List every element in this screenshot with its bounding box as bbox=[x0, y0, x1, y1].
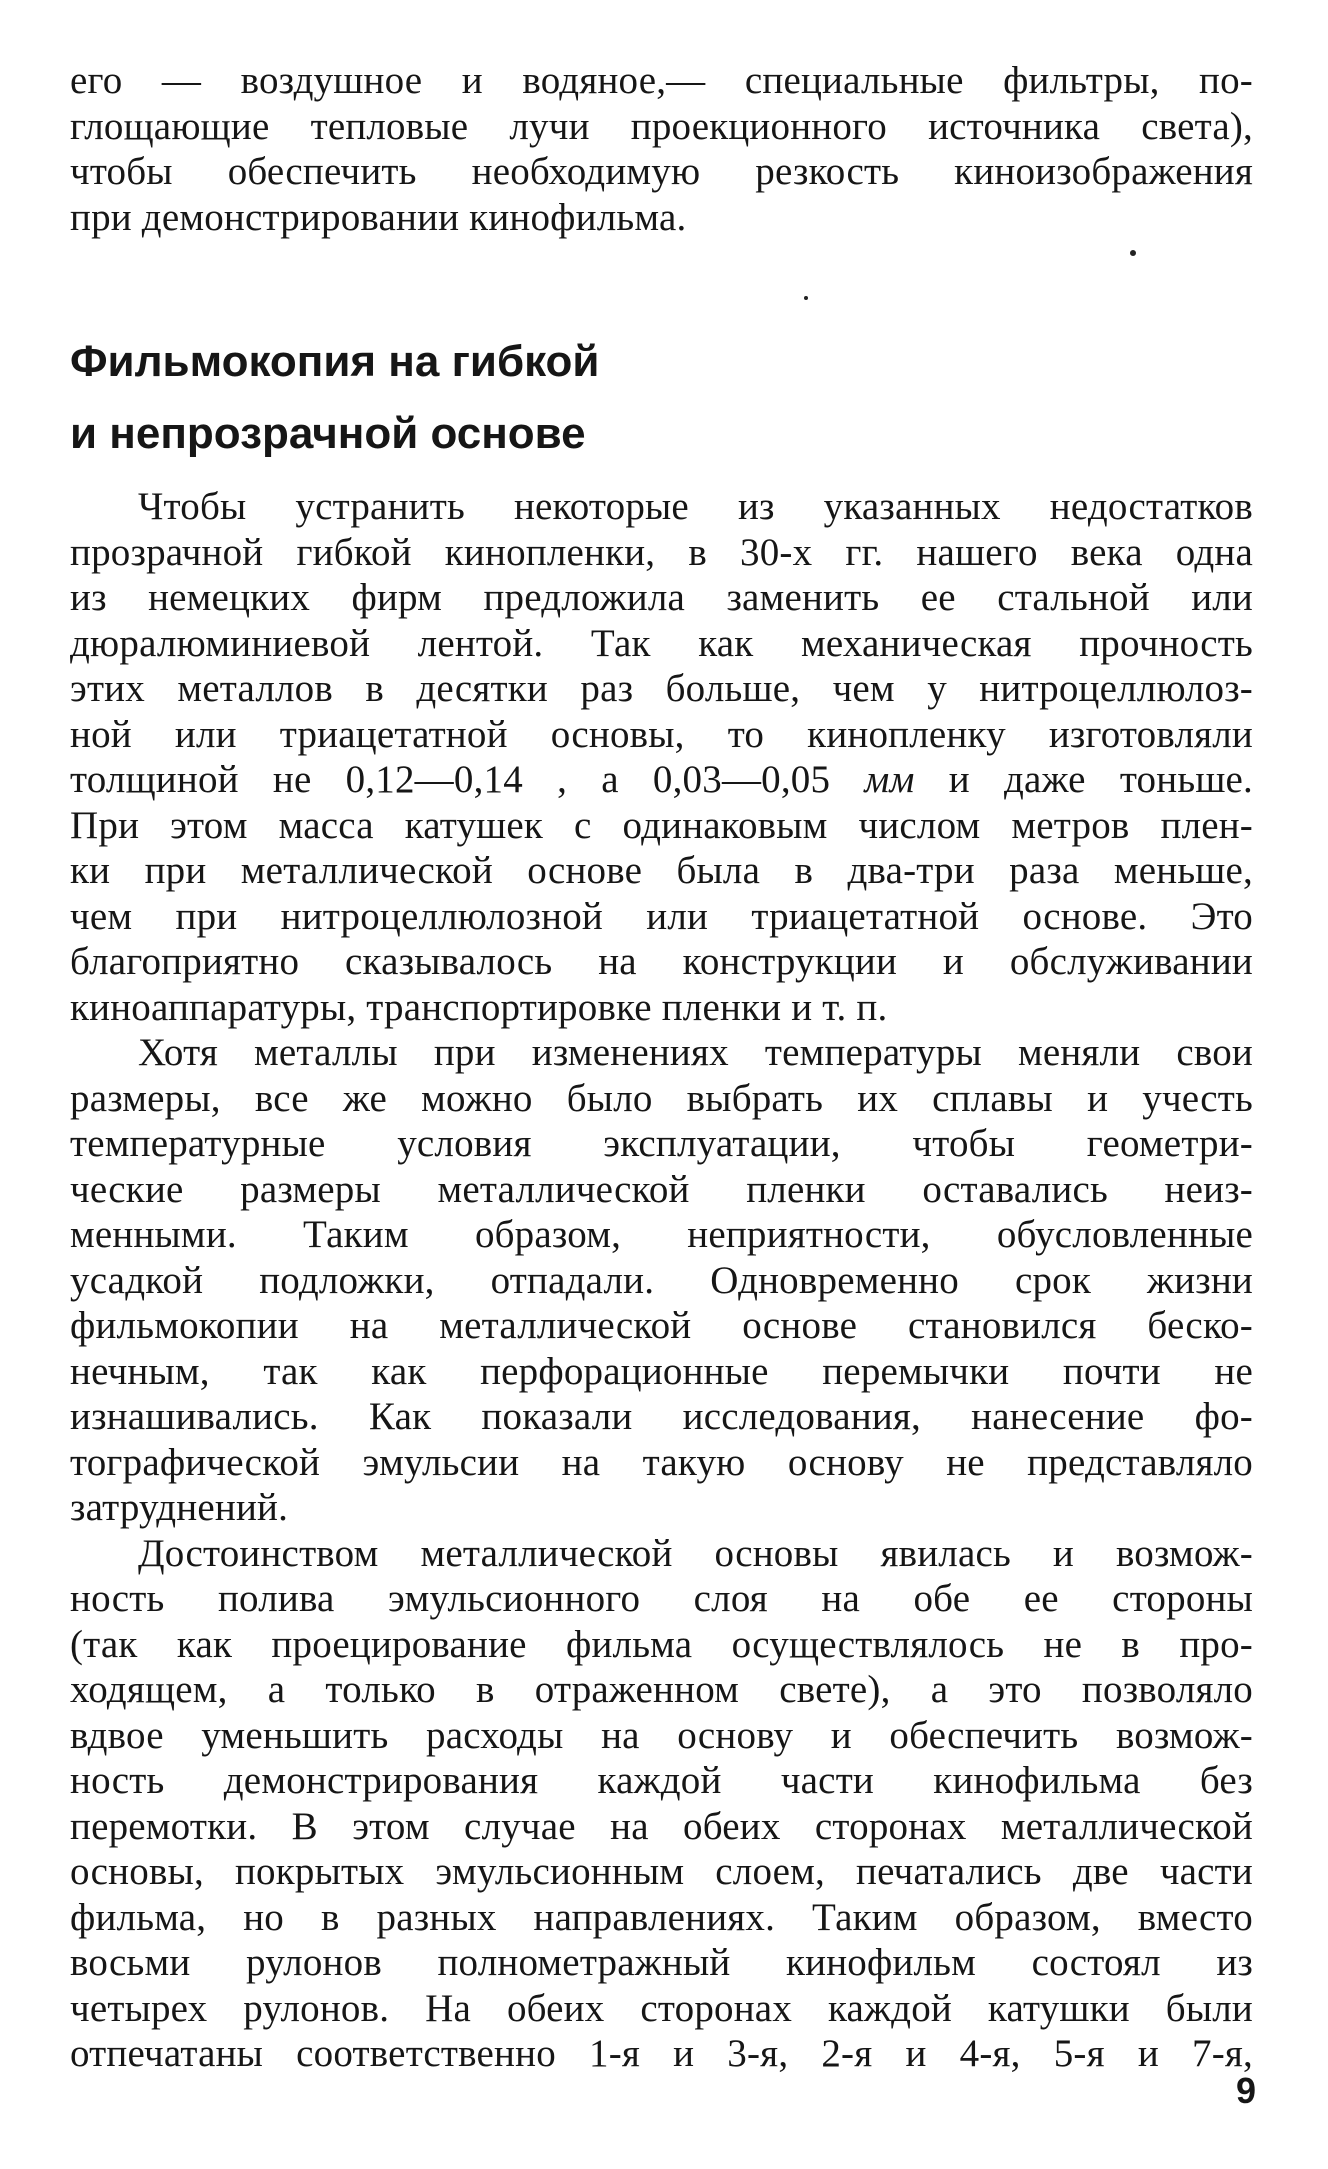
text-line: вдвое уменьшить расходы на основу и обеспечить возмож- bbox=[70, 1713, 1253, 1757]
text-line: глощающие тепловые лучи проекционного источника света), bbox=[70, 104, 1253, 148]
text-line: четырех рулонов. На обеих сторонах каждой катушки были bbox=[70, 1986, 1253, 2030]
text-line: из немецких фирм предложила заменить ее стальной или bbox=[70, 576, 1253, 619]
unit-mm: мм bbox=[864, 758, 915, 801]
text-line: усадкой подложки, отпадали. Одновременно срок жизни bbox=[70, 1258, 1253, 1302]
text-line: основы, покрытых эмульсионным слоем, печатались две части bbox=[70, 1850, 1253, 1893]
text-line: киноаппаратуры, транспортировке пленки и т. п. bbox=[70, 985, 888, 1029]
text-line: Чтобы устранить некоторые из указанных недостатков bbox=[138, 485, 1253, 528]
text-line: Достоинством металлической основы явилась и возмож- bbox=[138, 1531, 1253, 1575]
section-heading-line-1: Фильмокопия на гибкой bbox=[70, 337, 600, 386]
text-line: ходящем, а только в отраженном свете), а это позволяло bbox=[70, 1668, 1253, 1711]
text-line: температурные условия эксплуатации, чтобы геометри- bbox=[70, 1122, 1253, 1165]
text-line: Хотя металлы при изменениях температуры меняли свои bbox=[138, 1031, 1253, 1074]
paragraph-3 bbox=[70, 1531, 1253, 2077]
text-fragment: толщиной не 0,12—0,14 , а 0,03—0,05 bbox=[70, 758, 831, 801]
text-line: ческие размеры металлической пленки оставались неиз- bbox=[70, 1167, 1253, 1211]
text-line: ность демонстрирования каждой части кинофильма без bbox=[70, 1759, 1253, 1802]
text-line: При этом масса катушек с одинаковым числом метров плен- bbox=[70, 803, 1253, 847]
page-number: 9 bbox=[1235, 2070, 1256, 2111]
print-speck bbox=[1130, 250, 1136, 256]
text-line: благоприятно сказывалось на конструкции и обслуживании bbox=[70, 940, 1253, 983]
text-line: ки при металлической основе была в два-три раза меньше, bbox=[70, 849, 1253, 892]
paragraph-1 bbox=[70, 484, 1253, 1030]
text-line: тографической эмульсии на такую основу не представляло bbox=[70, 1440, 1253, 1484]
page-body bbox=[70, 58, 1253, 2077]
text-line: (так как проецирование фильма осуществлялось не в про- bbox=[70, 1622, 1253, 1666]
text-line: изнашивались. Как показали исследования, нанесение фо- bbox=[70, 1395, 1253, 1438]
section-heading-line-2: и непрозрачной основе bbox=[70, 409, 586, 458]
text-line: фильма, но в разных направлениях. Таким образом, вместо bbox=[70, 1895, 1253, 1939]
print-speck bbox=[804, 296, 808, 300]
paragraph-2 bbox=[70, 1030, 1253, 1531]
text-line: ность полива эмульсионного слоя на обе ее стороны bbox=[70, 1577, 1253, 1620]
text-line: перемотки. В этом случае на обеих сторонах металлической bbox=[70, 1804, 1253, 1848]
text-line: чем при нитроцеллюлозной или триацетатной основе. Это bbox=[70, 894, 1253, 938]
text-line: затруднений. bbox=[70, 1486, 289, 1529]
text-line: размеры, все же можно было выбрать их сплавы и учесть bbox=[70, 1076, 1253, 1120]
text-line: менными. Таким образом, неприятности, обусловленные bbox=[70, 1213, 1253, 1256]
text-line: нечным, так как перфорационные перемычки почти не bbox=[70, 1349, 1253, 1393]
text-line: дюралюминиевой лентой. Так как механическая прочность bbox=[70, 621, 1253, 665]
text-line: прозрачной гибкой кинопленки, в 30-х гг. нашего века одна bbox=[70, 530, 1253, 574]
text-line: чтобы обеспечить необходимую резкость киноизображения bbox=[70, 150, 1253, 193]
text-fragment: и даже тоньше. bbox=[948, 758, 1254, 801]
text-line: этих металлов в десятки раз больше, чем у нитроцеллюлоз- bbox=[70, 667, 1253, 710]
text-line: отпечатаны соответственно 1-я и 3-я, 2-я и 4-я, 5-я и 7-я, bbox=[70, 2032, 1253, 2075]
text-line: его — воздушное и водяное,— специальные фильтры, по- bbox=[70, 59, 1253, 102]
text-line-with-unit bbox=[70, 757, 1253, 803]
text-line: при демонстрировании кинофильма. bbox=[70, 195, 687, 239]
continuation-paragraph bbox=[70, 58, 1253, 240]
text-line: ной или триацетатной основы, то кинопленку изготовляли bbox=[70, 712, 1253, 756]
text-line: восьми рулонов полнометражный кинофильм состоял из bbox=[70, 1941, 1253, 1984]
section-heading bbox=[70, 326, 1253, 470]
text-line: фильмокопии на металлической основе становился беско- bbox=[70, 1304, 1253, 1347]
